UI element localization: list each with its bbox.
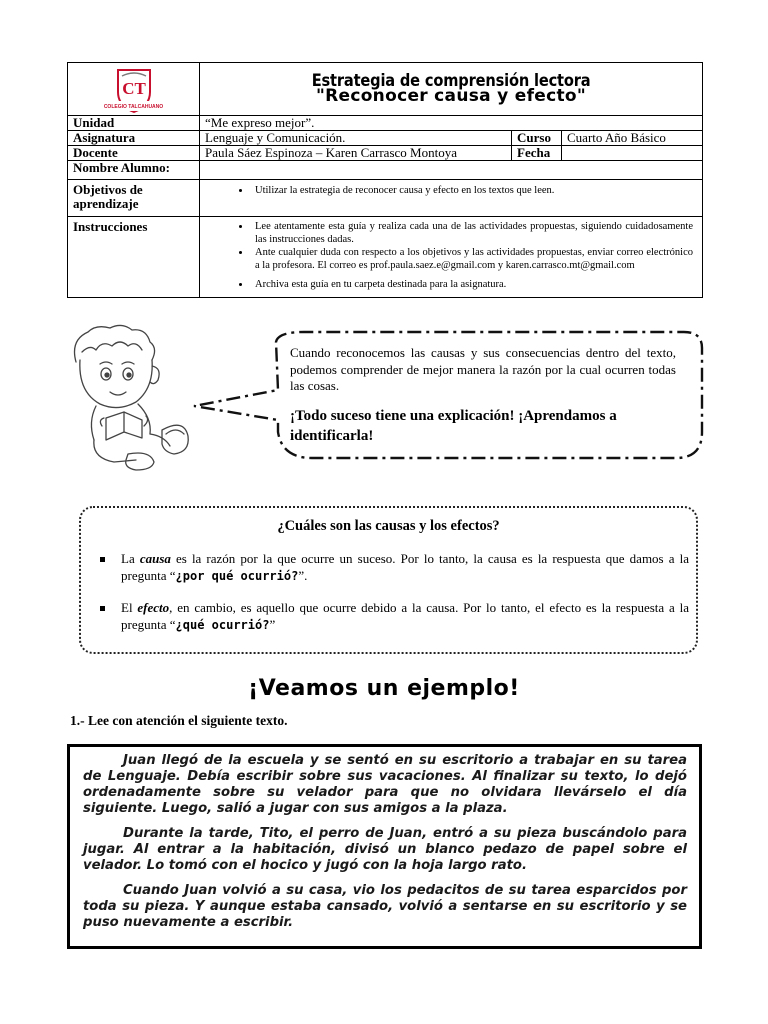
cause-definition (99, 551, 689, 584)
bubble-text: Cuando reconocemos las causas y sus consecuencias dentro del texto, podemos comprender de mejor manera la razón por la cual ocurren todas las cosas. (290, 345, 676, 393)
cause-mid: es la razón por la que ocurre un suceso. Por lo tanto, la causa es la respuesta que damos a la pregunta “ (121, 551, 689, 583)
effect-mid: , en cambio, es aquello que ocurre debido a la causa. Por lo tanto, el efecto es la respuesta a la pregunta “ (121, 600, 689, 632)
fecha-field[interactable] (562, 146, 703, 161)
asignatura-label: Asignatura (68, 131, 200, 146)
curso-value: Cuarto Año Básico (562, 131, 703, 146)
logo-cell (68, 63, 200, 116)
bullet-square-icon (100, 606, 105, 611)
cause-post: ”. (298, 567, 308, 583)
causes-effects-box (79, 506, 698, 654)
effect-question: ¿qué ocurrió? (175, 617, 270, 632)
effect-pre: El (121, 600, 138, 615)
effect-text (121, 600, 689, 633)
effect-definition (99, 600, 689, 633)
cause-question: ¿por qué ocurrió? (175, 568, 299, 583)
logo-text: COLEGIO TALCAHUANO (103, 104, 164, 110)
effect-post: ” (269, 616, 276, 632)
causes-effects-title: ¿Cuáles son las causas y los efectos? (277, 518, 500, 534)
curso-label: Curso (512, 131, 562, 146)
effect-term: efecto (137, 600, 170, 615)
cause-term: causa (139, 551, 171, 566)
objetivos-label: Objetivos de aprendizaje (68, 180, 200, 217)
bubble-highlight: ¡Todo suceso tiene una explicación! ¡Aprendamos a identificarla! (290, 407, 617, 444)
unidad-label: Unidad (68, 116, 200, 131)
page-subtitle: "Reconocer causa y efecto" (315, 86, 587, 106)
instruccion-item: • Lee atentamente esta guía y realiza cada una de las actividades propuestas, siguiendo cuidadosamente las instrucciones dadas. (251, 220, 693, 246)
objetivo-item: • Utilizar la estrategia de reconocer causa y efecto en los textos que leen. (251, 184, 697, 197)
fecha-label: Fecha (512, 146, 562, 161)
story-paragraph: Durante la tarde, Tito, el perro de Juan, entró a su pieza buscándolo para jugar. Al entrar a la habitación, divisó un blanco pedazo de papel sobre el velador. Lo tomó con el hocico y jugó con la hoja largo rato. (83, 826, 687, 873)
instruccion-item: • Archiva esta guía en tu carpeta destinada para la asignatura. (251, 272, 693, 291)
example-instruction: 1.- Lee con atención el siguiente texto. (70, 713, 288, 728)
asignatura-value: Lenguaje y Comunicación. (200, 131, 512, 146)
example-title: ¡Veamos un ejemplo! (248, 676, 520, 701)
alumno-label: Nombre Alumno: (68, 161, 200, 180)
instrucciones-list (205, 220, 693, 291)
story-box (67, 744, 702, 949)
cause-pre: La (121, 551, 140, 566)
docente-value: Paula Sáez Espinoza – Karen Carrasco Montoya (200, 146, 512, 161)
unidad-value: “Me expreso mejor”. (200, 116, 703, 131)
alumno-field[interactable] (200, 161, 703, 180)
objetivos-list (205, 184, 697, 197)
child-reading-book-icon (66, 322, 196, 472)
instruccion-item: • Ante cualquier duda con respecto a los objetivos y las actividades propuestas, enviar correo electrónico a la profesora. El correo es prof.paula.saez.e@gmail.com y karen.carrasco.mt@gmail.com (251, 246, 693, 272)
story-paragraph: Juan llegó de la escuela y se sentó en su escritorio a trabajar en su tarea de Lenguaje. Debía escribir sobre sus vacaciones. Al finalizar su texto, lo dejó ordenadamente sobre su velador para que no olvidara llevárselo el día siguiente. Luego, salió a jugar con sus amigos a la plaza. (83, 753, 687, 816)
header-table (67, 62, 703, 298)
bullet-square-icon (100, 557, 105, 562)
svg-text:CT: CT (121, 79, 146, 98)
title-cell (200, 63, 703, 116)
bubble-content (290, 345, 676, 446)
cause-text (121, 551, 689, 584)
instrucciones-label: Instrucciones (68, 217, 200, 298)
story-paragraph: Cuando Juan volvió a su casa, vio los pedacitos de su tarea esparcidos por toda su pieza. Y aunque estaba cansado, volvió a sentarse en su escritorio y se puso nuevamente a escribir. (83, 883, 687, 930)
docente-label: Docente (68, 146, 200, 161)
page-title: Estrategia de comprensión lectora (311, 71, 591, 91)
